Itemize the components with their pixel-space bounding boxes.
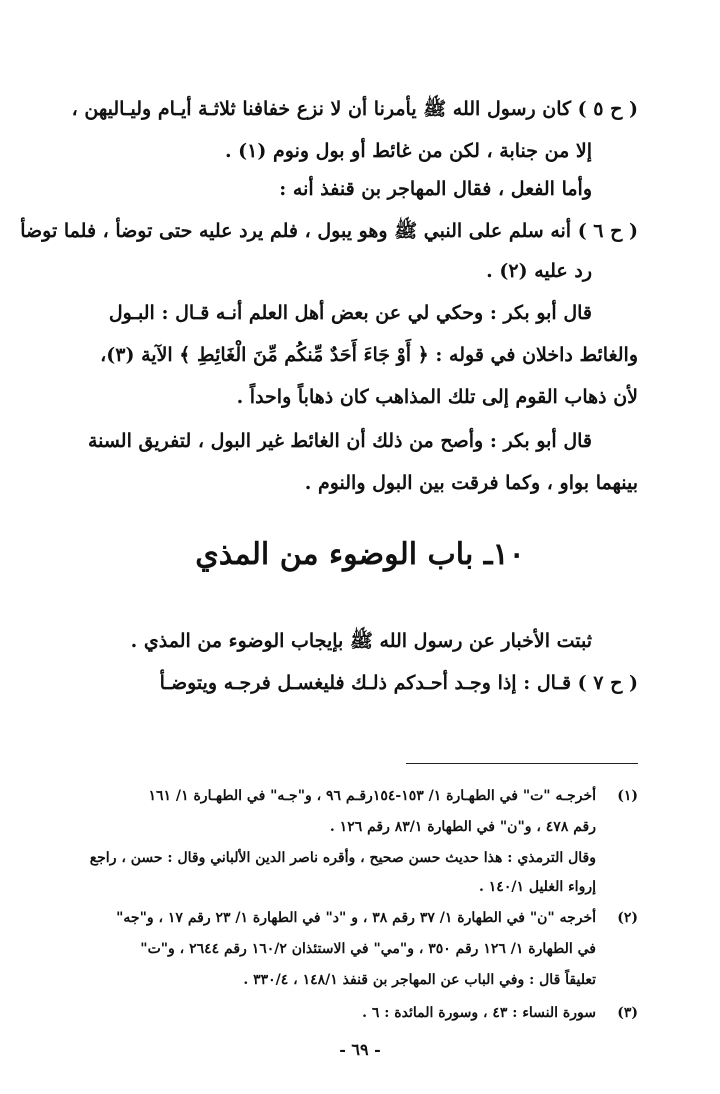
abu-bakr-note-1-line-2: والغائط داخلان في قوله : ﴿ أَوْ جَاءَ أَحَدٌ مِّنكُم مِّنَ الْغَائِطِ ﴾ الآية (٣)، bbox=[100, 344, 638, 366]
footnote-1-line-1: أخرجـه "ت" في الطهـارة ١/ ١٥٣-١٥٤رقـم ٩٦ ، و"جـه" في الطهـارة ١/ ١٦١ bbox=[148, 788, 596, 804]
section-title: ١٠ـ باب الوضوء من المذي bbox=[195, 537, 525, 572]
footnote-2-line-1: أخرجه "ن" في الطهارة ١/ ٣٧ رقم ٣٨ ، و "د" في الطهارة ١/ ٢٣ رقم ١٧ ، و"جه" bbox=[116, 910, 596, 926]
abu-bakr-note-2-line-1: قال أبو بكر : وأصح من ذلك أن الغائط غير البول ، لتفريق السنة bbox=[87, 430, 592, 452]
footnote-number-3: (٣) bbox=[617, 1005, 638, 1021]
footnote-1-line-3: وقال الترمذي : هذا حديث حسن صحيح ، وأقره ناصر الدين الألباني وقال : حسن ، راجع bbox=[89, 850, 596, 866]
hadith-5-line-1: ( ح ٥ ) كان رسول الله ﷺ يأمرنا أن لا نزع خفافنا ثلاثـة أيـام وليـاليهن ، bbox=[71, 98, 638, 120]
abu-bakr-note-1-line-3: لأن ذهاب القوم إلى تلك المذاهب كان ذهاباً واحداً . bbox=[236, 386, 638, 408]
hadith-6-line-1: ( ح ٦ ) أنه سلم على النبي ﷺ وهو يبول ، فلم يرد عليه حتى توضأ ، فلما توضأ bbox=[20, 220, 638, 242]
hadith-5-line-2: إلا من جنابة ، لكن من غائط أو بول ونوم (١) . bbox=[224, 140, 592, 162]
footnote-1-line-2: رقم ٤٧٨ ، و"ن" في الطهارة ٨٣/١ رقم ١٢٦ . bbox=[329, 819, 596, 835]
page-number: - ٦٩ - bbox=[339, 1040, 381, 1059]
abu-bakr-note-2-line-2: بينهما بواو ، وكما فرقت بين البول والنوم . bbox=[304, 472, 638, 494]
hadith-7-line: ( ح ٧ ) قـال : إذا وجـد أحـدكم ذلـك فليغسـل فرجـه ويتوضـأ bbox=[159, 672, 638, 694]
footnote-number-1: (١) bbox=[617, 788, 638, 804]
footnote-divider bbox=[406, 763, 638, 764]
paragraph-action: وأما الفعل ، فقال المهاجر بن قنفذ أنه : bbox=[279, 178, 592, 200]
akhbar-paragraph: ثبتت الأخبار عن رسول الله ﷺ بإيجاب الوضوء من المذي . bbox=[130, 630, 592, 652]
footnote-2-line-3: تعليقاً قال : وفي الباب عن المهاجر بن قنفذ ١٤٨/١ ، ٣٣٠/٤ . bbox=[243, 972, 596, 988]
footnote-number-2: (٢) bbox=[617, 910, 638, 926]
footnote-3-line-1: سورة النساء : ٤٣ ، وسورة المائدة : ٦ . bbox=[362, 1005, 596, 1021]
footnote-1-line-4: إرواء الغليل ١٤٠/١ . bbox=[479, 879, 596, 895]
abu-bakr-note-1-line-1: قال أبو بكر : وحكي لي عن بعض أهل العلم أنـه قـال : البـول bbox=[108, 302, 592, 324]
footnote-2-line-2: في الطهارة ١/ ١٢٦ رقم ٣٥٠ ، و"مي" في الاستئذان ١٦٠/٢ رقم ٢٦٤٤ ، و"ت" bbox=[140, 941, 596, 957]
hadith-6-line-2: رد عليه (٢) . bbox=[486, 260, 592, 282]
